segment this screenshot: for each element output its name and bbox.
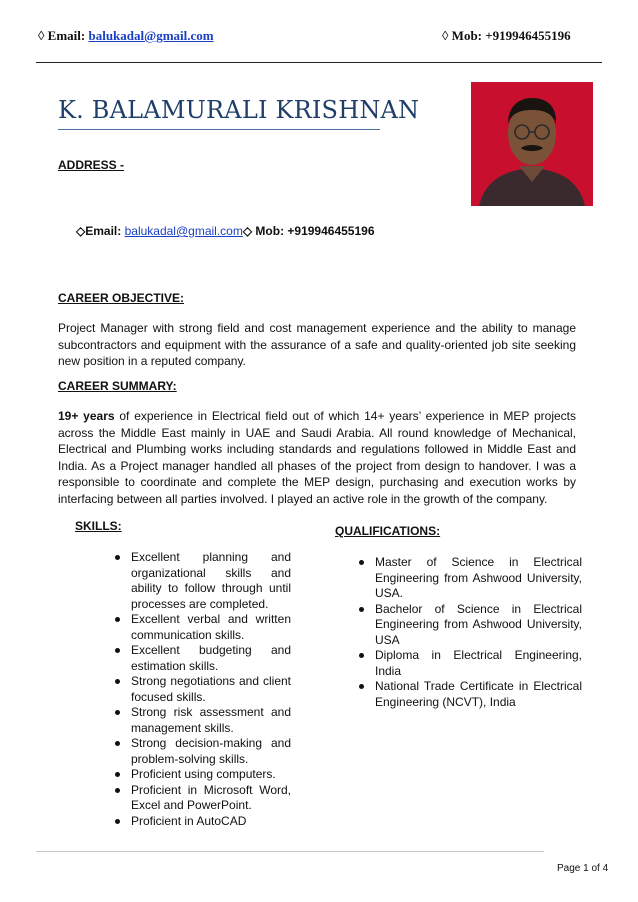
list-item: Strong decision-making and problem-solving skills. — [131, 736, 291, 767]
list-item: Excellent planning and organizational skills and ability to follow through until processes are completed. — [131, 550, 291, 612]
list-item: Excellent verbal and written communication skills. — [131, 612, 291, 643]
skills-heading: SKILLS: — [75, 519, 122, 533]
bullet-icon — [359, 607, 364, 612]
qualifications-list — [375, 555, 582, 710]
header-divider — [36, 62, 602, 63]
list-item: National Trade Certificate in Electrical Engineering (NCVT), India — [375, 679, 582, 710]
portrait-illustration — [471, 82, 593, 206]
list-item: Strong negotiations and client focused skills. — [131, 674, 291, 705]
header-email-label: ◊ Email: — [38, 28, 86, 43]
bullet-icon — [359, 684, 364, 689]
name-underline — [58, 129, 380, 130]
address-heading: ADDRESS - — [58, 158, 125, 172]
header-email-link[interactable]: balukadal@gmail.com — [88, 28, 214, 43]
bullet-icon — [115, 772, 120, 777]
contact-mobile: ◇ Mob: +919946455196 — [242, 224, 375, 238]
candidate-name: K. BALAMURALI KRISHNAN — [58, 96, 420, 124]
qualifications-heading: QUALIFICATIONS: — [335, 524, 441, 538]
list-item: Proficient using computers. — [131, 767, 291, 783]
header-email — [38, 28, 214, 44]
list-item: Bachelor of Science in Electrical Engineering from Ashwood University, USA — [375, 602, 582, 649]
list-item: Proficient in AutoCAD — [131, 814, 291, 830]
list-item: Diploma in Electrical Engineering, India — [375, 648, 582, 679]
list-item: Master of Science in Electrical Engineering from Ashwood University, USA. — [375, 555, 582, 602]
bullet-icon — [115, 617, 120, 622]
summary-paragraph — [58, 408, 576, 507]
list-item: Proficient in Microsoft Word, Excel and PowerPoint. — [131, 783, 291, 814]
bullet-icon — [115, 555, 120, 560]
bullet-icon — [115, 710, 120, 715]
bullet-icon — [115, 819, 120, 824]
contact-email-label: ◇Email: — [76, 224, 122, 238]
objective-text: Project Manager with strong field and cost management experience and the ability to manage subcontractors and equipment with the assurance of a safe and quality-oriented job site seeking new position in a reputed company. — [58, 321, 576, 368]
list-item: Excellent budgeting and estimation skills. — [131, 643, 291, 674]
bullet-icon — [115, 741, 120, 746]
header-mobile: ◊ Mob: +919946455196 — [442, 28, 571, 43]
bullet-icon — [359, 653, 364, 658]
contact-email-link[interactable]: balukadal@gmail.com — [124, 224, 243, 238]
contact-line — [76, 224, 375, 238]
bullet-icon — [115, 788, 120, 793]
page-number: Page 1 of 4 — [557, 863, 609, 874]
skills-list — [131, 550, 291, 829]
objective-heading: CAREER OBJECTIVE: — [58, 291, 185, 305]
profile-photo — [471, 82, 593, 206]
list-item: Strong risk assessment and management skills. — [131, 705, 291, 736]
footer-divider — [36, 851, 544, 852]
bullet-icon — [115, 648, 120, 653]
summary-text: of experience in Electrical field out of which 14+ years’ experience in MEP projects across the Middle East mainly in UAE and Saudi Arabia. All round knowledge of Mechanical, Electrical and Plumbing works including standards and regulations followed in Middle East and India. As a Project manager handled all phases of the project from design to handover. I was a responsible to coordinate and complete the MEP design, purchasing and execution works by interfacing between all parties involved. I played an active role in the growth of the company. — [58, 409, 576, 506]
bullet-icon — [115, 679, 120, 684]
bullet-icon — [359, 560, 364, 565]
summary-lead: 19+ years — [58, 409, 115, 423]
summary-heading: CAREER SUMMARY: — [58, 379, 177, 393]
